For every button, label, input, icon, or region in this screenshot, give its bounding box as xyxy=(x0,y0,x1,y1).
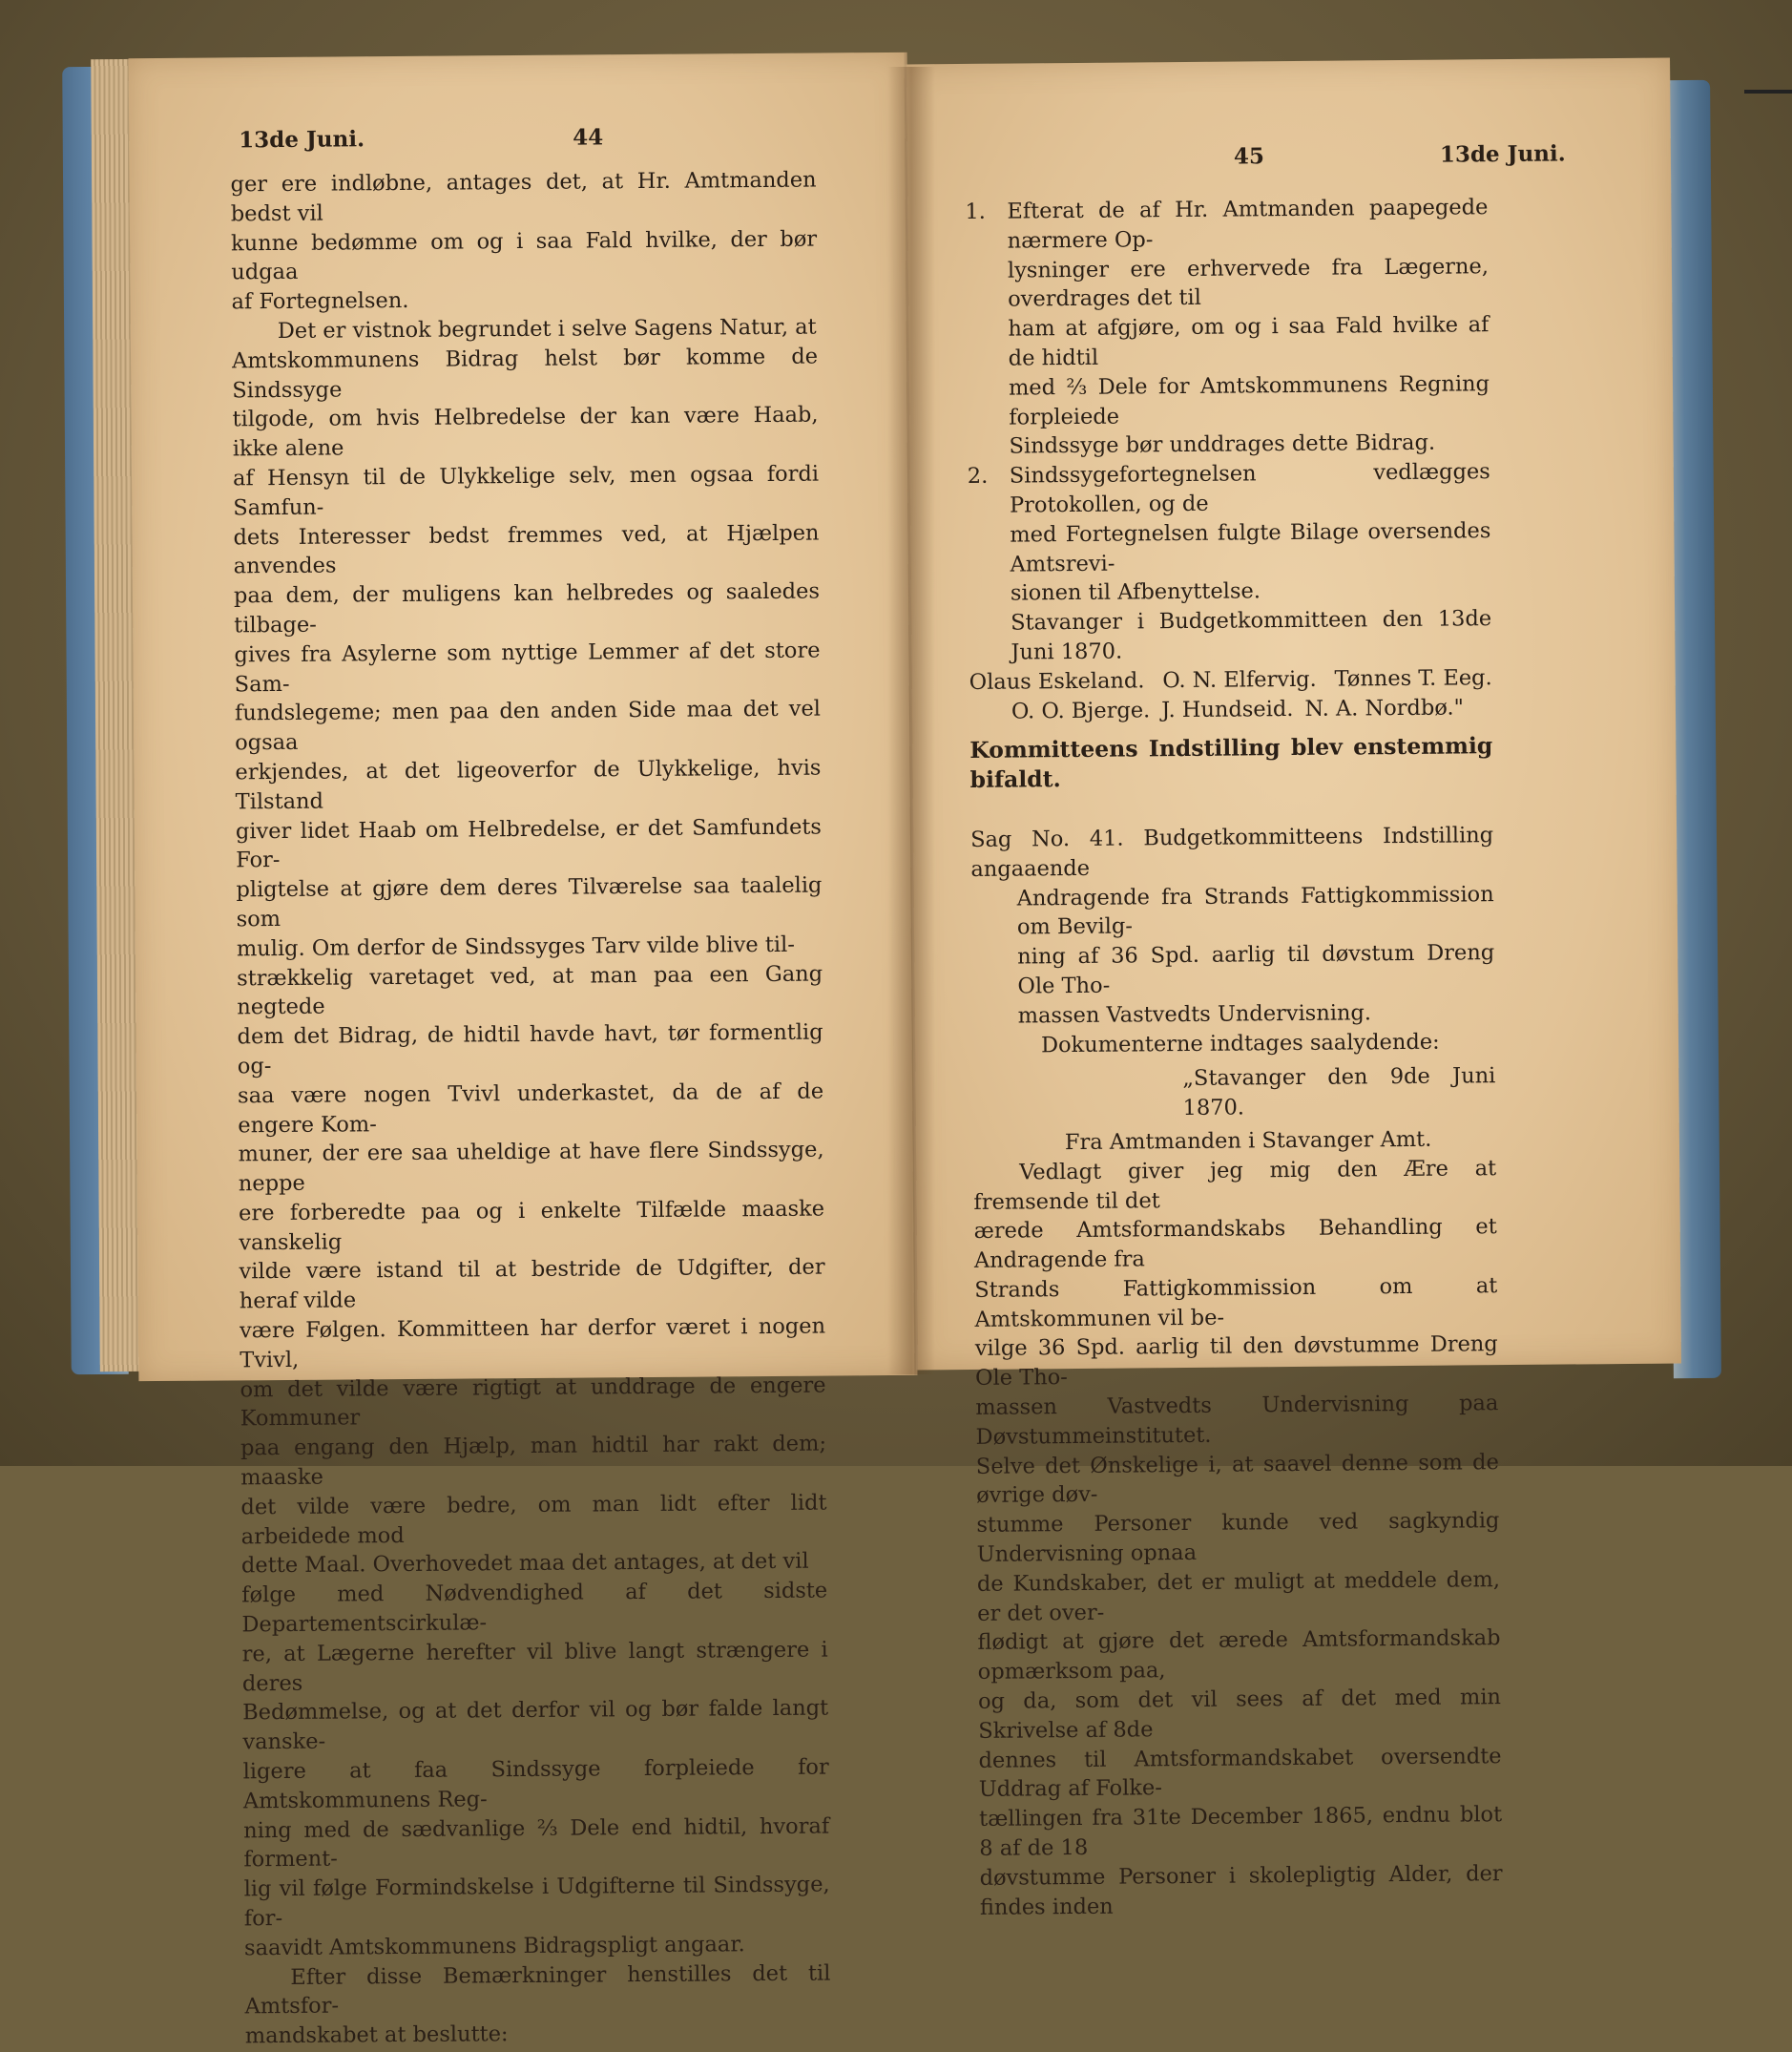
text-line: dets Interesser bedst fremmes ved, at Hjælpen anvendes xyxy=(233,520,820,579)
right-page-number: 45 xyxy=(1233,143,1265,170)
right-page-text xyxy=(965,193,1503,1922)
resolution-heading: Kommitteens Indstilling blev enstemmig bifaldt. xyxy=(969,732,1493,794)
text-line: Efterat de af Hr. Amtmanden paapegede nærmere Op- xyxy=(1007,195,1489,254)
text-line: Sag No. 41. Budgetkommitteens Indstilling angaaende xyxy=(970,823,1494,882)
text-line: ere forberedte paa og i enkelte Tilfælde maaske vanskelig xyxy=(238,1196,825,1256)
text-line: Efter disse Bemærkninger henstilles det til Amtsfor- xyxy=(244,1960,831,2020)
left-page xyxy=(129,52,918,2049)
place-date-line: Stavanger i Budgetkommitteen den 13de Juni 1870. xyxy=(1011,606,1492,665)
text-line: af Fortegnelsen. xyxy=(231,288,409,315)
signature: O. N. Elfervig. xyxy=(1162,666,1317,693)
text-line: sionen til Afbenyttelse. xyxy=(1010,578,1261,606)
left-header-date: 13de Juni. xyxy=(239,126,365,154)
signature: Olaus Eskeland. xyxy=(969,668,1145,695)
text-line: Andragende fra Strands Fattigkommission om Bevilg- xyxy=(1016,881,1494,940)
text-line: Sindssygefortegnelsen vedlægges Protokollen, og de xyxy=(1009,459,1490,518)
text-line: om det vilde være rigtigt at unddrage de engere Kommuner xyxy=(240,1372,826,1432)
text-line: vilge 36 Spd. aarlig til den døvstumme Dreng Ole Tho- xyxy=(974,1331,1498,1392)
right-page xyxy=(905,58,1681,1920)
text-line: ger ere indløbne, antages det, at Hr. Amtmanden bedst vil xyxy=(230,167,817,227)
text-line: massen Vastvedts Undervisning. xyxy=(1017,1000,1372,1029)
text-line: det vilde være bedre, om man lidt efter lidt arbeidede mod xyxy=(240,1490,827,1550)
text-line: ning af 36 Spd. aarlig til døvstum Dreng Ole Tho- xyxy=(1017,940,1495,999)
text-line: gives fra Asylerne som nyttige Lemmer af det store Sam- xyxy=(234,638,821,697)
signatures-row-1 xyxy=(969,663,1492,698)
text-line: ning med de sædvanlige ⅔ Dele end hidtil, hvoraf forment- xyxy=(243,1813,830,1873)
text-line: ligere at faa Sindssyge forpleiede for Amtskommunens Reg- xyxy=(242,1754,829,1814)
text-line: dette Maal. Overhovedet maa det antages, at det vil xyxy=(240,1549,809,1579)
item-body xyxy=(1010,457,1491,608)
text-line: ham at afgjøre, om og i saa Fald hvilke af de hidtil xyxy=(1008,312,1490,371)
text-line: mulig. Om derfor de Sindssyges Tarv vilde blive til- xyxy=(236,932,795,962)
scanner-edge-mark xyxy=(1744,90,1792,94)
text-line: Vedlagt giver jeg mig den Ære at fremsende til det xyxy=(973,1155,1497,1215)
letter-date: „Stavanger den 9de Juni 1870. xyxy=(1182,1063,1496,1121)
signature: Tønnes T. Eeg. xyxy=(1334,664,1492,692)
text-line: Selve det Ønskelige i, at saavel denne som de øvrige døv- xyxy=(975,1449,1499,1509)
text-line: og da, som det vil sees af det med min Skrivelse af 8de xyxy=(977,1685,1502,1744)
text-line: tilgode, om hvis Helbredelse der kan være Haab, ikke alene xyxy=(232,402,819,462)
text-line: de Kundskaber, det er muligt at meddele dem, er det over- xyxy=(976,1567,1501,1626)
text-line: med ⅔ Dele for Amtskommunens Regning forpleiede xyxy=(1008,370,1490,430)
text-line: saa være nogen Tvivl underkastet, da de af de engere Kom- xyxy=(238,1078,824,1138)
item-number: 1. xyxy=(965,199,986,224)
text-line: giver lidet Haab om Helbredelse, er det Samfundets For- xyxy=(235,814,823,873)
text-line: være Følgen. Kommitteen har derfor været i nogen Tvivl, xyxy=(239,1313,826,1373)
documents-intro: Dokumenterne indtages saalydende: xyxy=(1040,1029,1440,1057)
text-line: paa engang den Hjælp, man hidtil har rakt dem; maaske xyxy=(240,1431,827,1491)
text-line: Det er vistnok begrundet i selve Sagens Natur, at xyxy=(277,314,817,344)
letter-body xyxy=(973,1154,1503,1922)
right-running-head xyxy=(907,140,1671,170)
text-line: Sindssyge bør unddrages dette Bidrag. xyxy=(1009,430,1436,459)
text-line: vilde være istand til at bestride de Udgifter, der heraf vilde xyxy=(239,1255,825,1314)
text-line: med Fortegnelsen fulgte Bilage oversendes Amtsrevi- xyxy=(1010,517,1491,577)
text-line: ærede Amtsformandskabs Behandling et Andragende fra xyxy=(973,1214,1497,1274)
text-line: strækkelig varetaget ved, at man paa een Gang negtede xyxy=(237,961,823,1020)
text-line: flødigt at gjøre det ærede Amtsformandskab opmærksom paa, xyxy=(977,1625,1501,1686)
list-item xyxy=(968,457,1491,609)
text-line: re, at Lægerne herefter vil blive langt strængere i deres xyxy=(241,1637,828,1696)
case-entry xyxy=(970,821,1495,1031)
text-line: erkjendes, at det ligeoverfor de Ulykkelige, hvis Tilstand xyxy=(235,755,822,815)
text-line: muner, der ere saa uheldige at have flere Sindssyge, neppe xyxy=(238,1137,824,1197)
text-line: Bedømmelse, og at det derfor vil og bør falde langt vanske- xyxy=(242,1695,829,1755)
text-line: Amtskommunens Bidrag helst bør komme de Sindssyge xyxy=(231,344,819,403)
text-line: lig vil følge Formindskelse i Udgifterne til Sindssyge, for- xyxy=(243,1872,830,1932)
signatures-row-2 xyxy=(969,693,1492,727)
text-line: kunne bedømme om og i saa Fald hvilke, der bør udgaa xyxy=(230,226,818,285)
text-line: af Hensyn til de Ulykkelige selv, men ogsaa fordi Samfun- xyxy=(232,461,820,521)
signature: N. A. Nordbø." xyxy=(1304,694,1465,722)
text-line: tællingen fra 31te December 1865, endnu blot 8 af de 18 xyxy=(978,1802,1503,1861)
text-line: dennes til Amtsformandskabet oversendte Uddrag af Folke- xyxy=(978,1743,1502,1803)
left-page-number: 44 xyxy=(573,124,604,151)
left-running-head xyxy=(129,122,905,154)
text-line: fundslegeme; men paa den anden Side maa det vel ogsaa xyxy=(234,696,822,756)
list-item xyxy=(965,193,1490,462)
text-line: massen Vastvedts Undervisning paa Døvstummeinstitutet. xyxy=(975,1391,1499,1450)
text-line: paa dem, der muligens kan helbredes og saaledes tilbage- xyxy=(233,578,821,639)
left-page-text xyxy=(230,166,830,2052)
item-number: 2. xyxy=(967,463,989,490)
text-line: lysninger ere erhvervede fra Lægerne, overdrages det til xyxy=(1007,253,1490,312)
text-line: Strands Fattigkommission om at Amtskommunen vil be- xyxy=(974,1273,1498,1332)
signature: O. O. Bjerge. xyxy=(1011,697,1151,724)
text-line: følge med Nødvendighed af det sidste Departementscirkulæ- xyxy=(241,1578,828,1638)
item-body xyxy=(1007,193,1490,462)
signature: J. Hundseid. xyxy=(1161,696,1294,722)
text-line: døvstumme Personer i skolepligtig Alder, der findes inden xyxy=(979,1860,1503,1920)
text-line: saavidt Amtskommunens Bidragspligt angaar. xyxy=(244,1932,745,1961)
letter-from: Fra Amtmanden i Stavanger Amt. xyxy=(1064,1126,1432,1156)
text-line: pligtelse at gjøre dem deres Tilværelse saa taalelig som xyxy=(236,872,823,932)
text-line: mandskabet at beslutte: xyxy=(244,2021,509,2049)
right-header-date: 13de Juni. xyxy=(1439,140,1566,168)
text-line: dem det Bidrag, de hidtil havde havt, tør formentlig og- xyxy=(237,1019,823,1079)
text-line: stumme Personer kunde ved sagkyndig Undervisning opnaa xyxy=(976,1508,1500,1567)
